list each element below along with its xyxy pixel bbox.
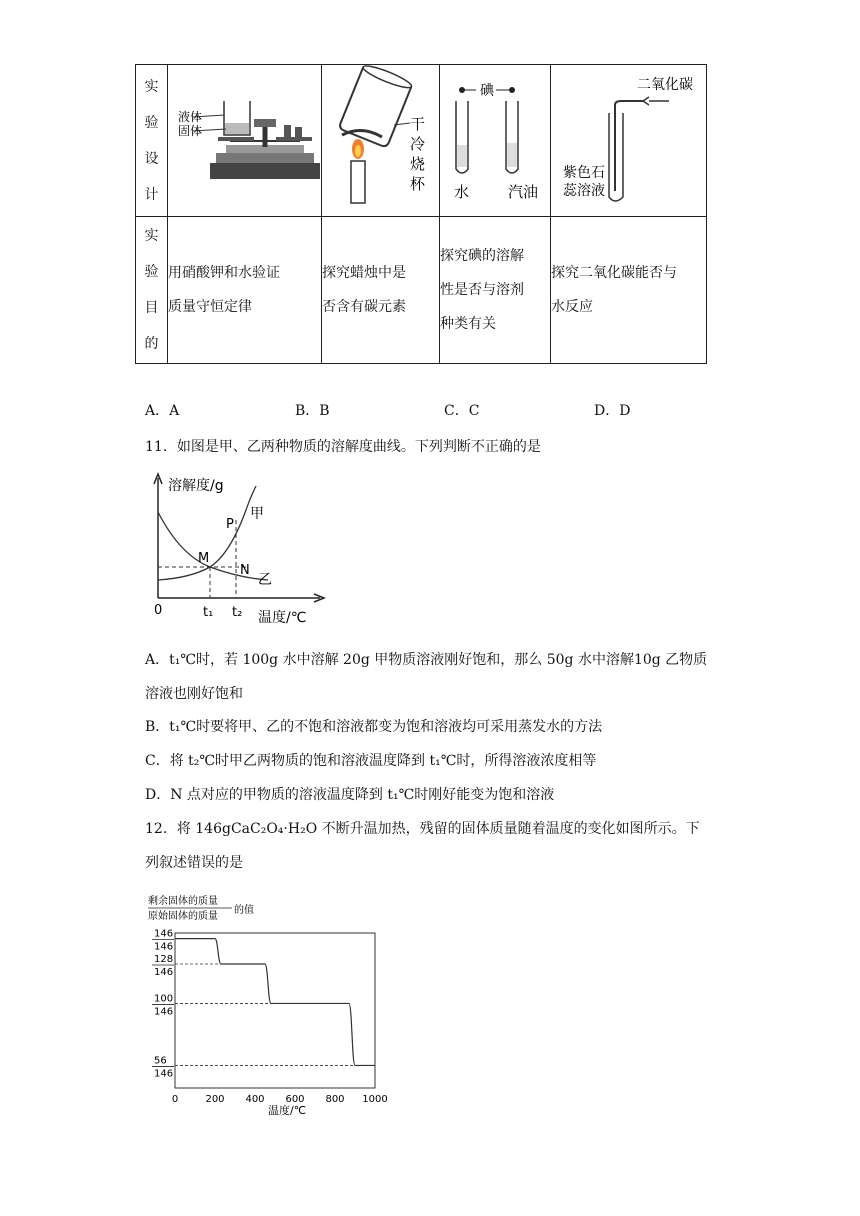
x-tick-label: 1000 xyxy=(362,1094,388,1105)
q10-option-b: B．B xyxy=(295,403,330,419)
solubility-graph xyxy=(150,470,330,630)
x-tick-label: 600 xyxy=(285,1094,305,1105)
svg-text:碘: 碘 xyxy=(480,83,494,99)
design-b-cell xyxy=(322,65,440,217)
q10-option-d: D．D xyxy=(594,403,631,419)
y-tick-den: 146 xyxy=(154,1068,174,1080)
y-tick-num: 100 xyxy=(154,993,174,1005)
origin-label: 0 xyxy=(154,603,163,618)
mass-curve xyxy=(175,939,375,1066)
q10-option-a: A．A xyxy=(145,403,180,419)
q12-stem-line1: 12．将 146gCaC₂O₄·H₂O 不断升温加热，残留的固体质量随着温度的变化如图所示。下 xyxy=(145,821,700,837)
q11-option-a: A．t₁℃时，若 100g 水中溶解 20g 甲物质溶液刚好饱和，那么 50g 水中溶解10g 乙物质 xyxy=(145,652,708,668)
mass-ratio-chart xyxy=(140,888,400,1118)
q11-option-c: C．将 t₂℃时甲乙两物质的饱和溶液温度降到 t₁℃时，所得溶液浓度相等 xyxy=(145,753,597,769)
purpose-c: 探究碘的溶解 性是否与溶剂 种类有关 xyxy=(440,217,551,364)
q11-option-a-cont: 溶液也刚好饱和 xyxy=(145,686,243,702)
x-tick-label: 0 xyxy=(171,1094,179,1105)
svg-text:冷: 冷 xyxy=(410,135,426,153)
svg-text:二氧化碳: 二氧化碳 xyxy=(637,77,693,93)
plot-frame xyxy=(175,933,375,1088)
x-tick-label: 800 xyxy=(325,1094,345,1105)
x-tick-label: 200 xyxy=(205,1094,225,1105)
q12-stem-line2: 列叙述错误的是 xyxy=(145,855,243,871)
t2-label: t₂ xyxy=(232,605,243,620)
solid-label: 固体 xyxy=(178,124,203,138)
experiment-table xyxy=(135,64,707,364)
purpose-d: 探究二氧化碳能否与 水反应 xyxy=(551,217,707,364)
design-d-cell xyxy=(551,65,707,217)
svg-text:干: 干 xyxy=(410,115,426,133)
row-head-design: 实 验 设 计 xyxy=(136,65,168,217)
svg-text:杯: 杯 xyxy=(410,175,426,193)
x-tick-label: 400 xyxy=(245,1094,265,1105)
y-tick-den: 146 xyxy=(154,941,174,953)
purpose-b: 探究蜡烛中是 否含有碳元素 xyxy=(322,217,440,364)
q11-stem: 11．如图是甲、乙两种物质的溶解度曲线。下列判断不正确的是 xyxy=(145,439,541,455)
point-p-label: P xyxy=(226,517,234,532)
ylabel-numerator: 剩余固体的质量 xyxy=(148,896,218,907)
design-c-cell xyxy=(440,65,551,217)
svg-text:烧: 烧 xyxy=(410,155,426,173)
svg-text:蕊溶液: 蕊溶液 xyxy=(563,183,605,199)
curve-b-label: 乙 xyxy=(258,572,272,588)
y-axis-label: 溶解度/g xyxy=(168,478,224,494)
svg-text:汽油: 汽油 xyxy=(508,183,539,201)
x-axis-label: 温度/℃ xyxy=(268,1104,307,1117)
q11-option-b: B．t₁℃时要将甲、乙的不饱和溶液都变为饱和溶液均可采用蒸发水的方法 xyxy=(145,719,603,735)
y-tick-num: 128 xyxy=(154,954,174,965)
co2-litmus-figure xyxy=(551,65,706,212)
iodine-tubes-figure xyxy=(440,65,550,212)
balance-figure xyxy=(168,65,321,212)
y-tick-den: 146 xyxy=(154,1006,174,1018)
svg-text:水: 水 xyxy=(454,183,470,201)
point-m-label: M xyxy=(198,551,210,566)
y-tick-num: 146 xyxy=(154,928,174,940)
t1-label: t₁ xyxy=(203,605,214,620)
candle-beaker-figure xyxy=(322,65,439,212)
x-axis-label: 温度/℃ xyxy=(258,610,307,626)
liquid-label: 液体 xyxy=(178,110,203,124)
purpose-a: 用硝酸钾和水验证 质量守恒定律 xyxy=(168,217,322,364)
q10-option-c: C．C xyxy=(444,403,480,419)
svg-text:紫色石: 紫色石 xyxy=(563,165,605,181)
q11-option-d: D．N 点对应的甲物质的溶液温度降到 t₁℃时刚好能变为饱和溶液 xyxy=(145,787,555,803)
ylabel-denominator: 原始固体的质量 xyxy=(148,911,218,922)
y-tick-num: 56 xyxy=(154,1055,167,1067)
point-n-label: N xyxy=(240,563,250,578)
row-head-purpose: 实 验 目 的 xyxy=(136,217,168,364)
design-a-cell xyxy=(168,65,322,217)
ylabel-suffix: 的值 xyxy=(234,905,254,916)
curve-a-label: 甲 xyxy=(250,506,264,522)
y-tick-den: 146 xyxy=(154,967,174,978)
